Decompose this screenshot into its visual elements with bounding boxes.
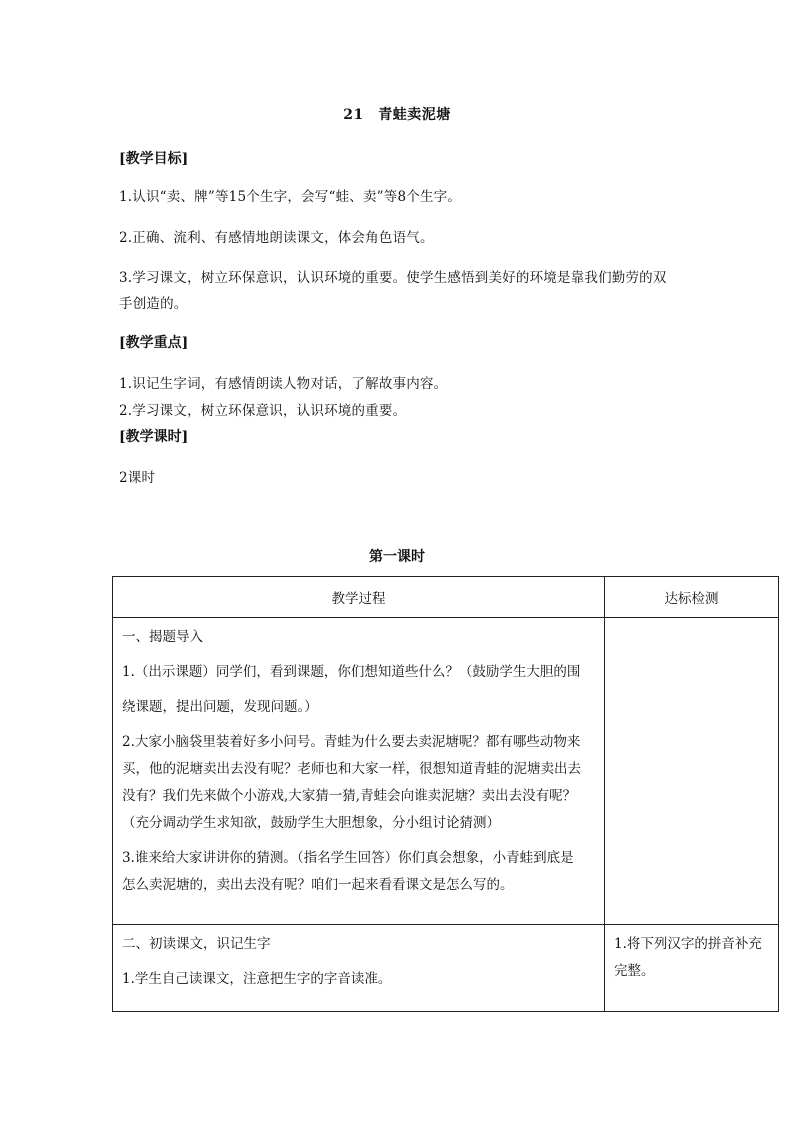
key-points-heading: [教学重点] — [119, 335, 189, 351]
objectives-heading: [教学目标] — [119, 151, 189, 167]
check-line: 1.将下列汉字的拼音补充 — [614, 936, 762, 952]
process-cell — [113, 618, 605, 925]
key-point-item: 1.识记生字词，有感情朗读人物对话，了解故事内容。 — [119, 376, 448, 392]
process-cell — [113, 925, 605, 1012]
header-process: 教学过程 — [113, 577, 605, 618]
hours-heading: [教学课时] — [119, 429, 189, 445]
process-line: 3.谁来给大家讲讲你的猜测。（指名学生回答）你们真会想象，小青蛙到底是 — [122, 850, 574, 866]
table-header-row — [113, 577, 779, 618]
objective-item-continued: 手创造的。 — [119, 296, 188, 312]
process-line: 1.（出示课题）同学们，看到课题，你们想知道些什么？（鼓励学生大胆的围 — [122, 664, 581, 680]
process-line: 2.大家小脑袋里装着好多小问号。青蛙为什么要去卖泥塘呢？都有哪些动物来 — [122, 734, 581, 750]
process-line: （充分调动学生求知欲，鼓励学生大胆想象，分小组讨论猜测） — [122, 815, 500, 831]
check-cell — [605, 925, 779, 1012]
process-line: 绕课题，提出问题，发现问题。） — [122, 699, 318, 715]
lesson-table — [112, 576, 779, 1012]
lesson-title: 21 青蛙卖泥塘 — [343, 107, 451, 123]
hours-value: 2课时 — [119, 470, 156, 486]
process-line: 没有？我们先来做个小游戏,大家猜一猜,青蛙会向谁卖泥塘？卖出去没有呢？ — [122, 788, 577, 804]
check-cell — [605, 618, 779, 925]
objective-item: 2.正确、流利、有感情地朗读课文，体会角色语气。 — [119, 230, 434, 246]
check-line: 完整。 — [614, 963, 655, 979]
process-line: 二、初读课文，识记生字 — [122, 936, 271, 952]
objective-item: 1.认识“卖、牌”等15个生字，会写“蛙、卖”等8个生字。 — [119, 189, 462, 205]
lesson-period-title: 第一课时 — [369, 549, 425, 565]
key-point-item: 2.学习课文，树立环保意识，认识环境的重要。 — [119, 403, 407, 419]
objective-item: 3.学习课文，树立环保意识，认识环境的重要。使学生感悟到美好的环境是靠我们勤劳的双 — [119, 270, 667, 286]
table-row — [113, 925, 779, 1012]
header-check: 达标检测 — [605, 577, 779, 618]
table-row — [113, 618, 779, 925]
process-line: 怎么卖泥塘的，卖出去没有呢？咱们一起来看看课文是怎么写的。 — [122, 877, 514, 893]
process-line: 1.学生自己读课文，注意把生字的字音读准。 — [122, 971, 392, 987]
process-line: 买，他的泥塘卖出去没有呢？老师也和大家一样，很想知道青蛙的泥塘卖出去 — [122, 761, 581, 777]
process-line: 一、揭题导入 — [122, 629, 203, 645]
